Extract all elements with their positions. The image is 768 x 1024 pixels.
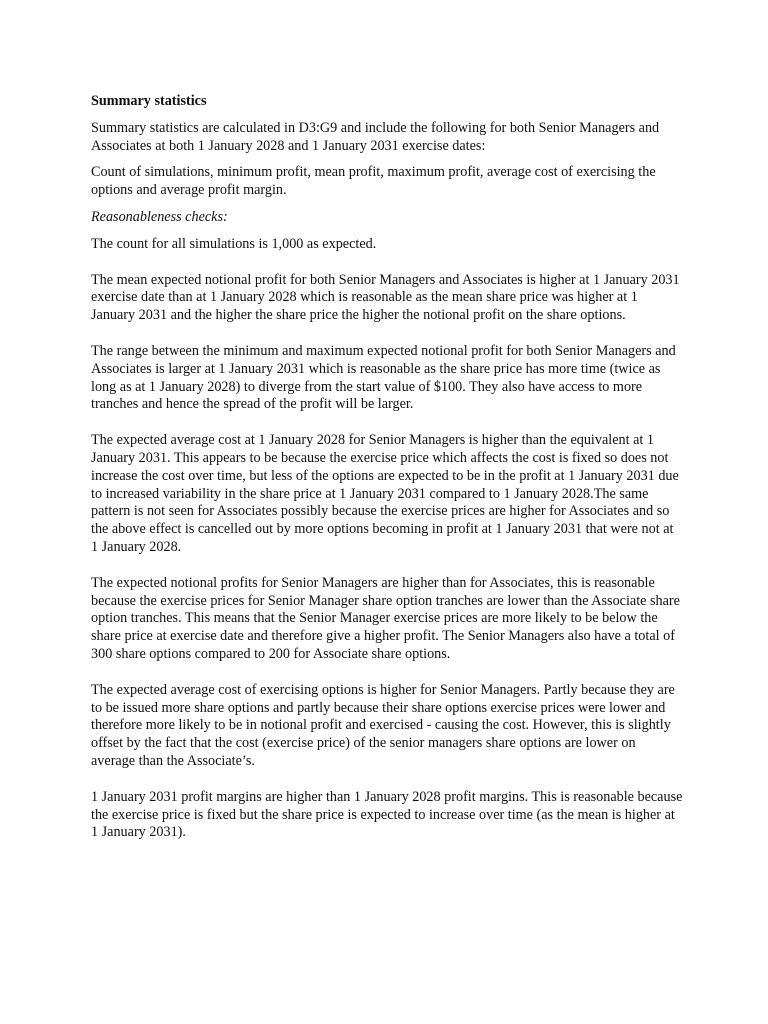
measures-paragraph: Count of simulations, minimum profit, mean profit, maximum profit, average cost of exercising the options and average profit margin. (91, 164, 656, 199)
document-page (91, 93, 683, 842)
section-heading: Summary statistics (91, 93, 207, 109)
check-paragraph-count: The count for all simulations is 1,000 as expected. (91, 235, 377, 252)
check-paragraph-average-cost: The expected average cost at 1 January 2028 for Senior Managers is higher than the equivalent at 1 January 2031. This appears to be because the exercise price which affects the cost is fixed so does not increase the cost over time, but less of the options are expected to be in the profit at 1 January 2031 due to increased variability in the share price at 1 January 2031 compared to 1 January 2028.The same pattern is not seen for Associates possibly because the exercise prices are higher for Associates and so the above effect is cancelled out by more options becoming in profit at 1 January 2031 that were not at 1 January 2028. (91, 432, 679, 555)
check-paragraph-range: The range between the minimum and maximum expected notional profit for both Senior Managers and Associates is larger at 1 January 2031 which is reasonable as the share price has more time (twice as long as at 1 January 2028) to diverge from the start value of $100. They also have access to more tranches and hence the spread of the profit will be larger. (91, 342, 676, 413)
check-paragraph-exercise-cost: The expected average cost of exercising options is higher for Senior Managers. Partly because they are to be issued more share options and partly because their share options exercise prices were lower and therefore more likely to be in notional profit and exercised - causing the cost. However, this is slightly offset by the fact that the cost (exercise price) of the senior managers share options are lower on average than the Associate’s. (91, 681, 675, 769)
intro-paragraph: Summary statistics are calculated in D3:G9 and include the following for both Senior Managers and Associates at both 1 January 2028 and 1 January 2031 exercise dates: (91, 119, 660, 154)
check-paragraph-profit-margins: 1 January 2031 profit margins are higher than 1 January 2028 profit margins. This is reasonable because the exercise price is fixed but the share price is expected to increase over time (as the mean is higher at 1 January 2031). (91, 788, 683, 841)
checks-subheading: Reasonableness checks: (91, 208, 228, 225)
check-paragraph-mean-profit: The mean expected notional profit for both Senior Managers and Associates is higher at 1 January 2031 exercise date than at 1 January 2028 which is reasonable as the mean share price was higher at 1 January 2031 and the higher the share price the higher the notional profit on the share options. (91, 271, 680, 324)
check-paragraph-notional-profits: The expected notional profits for Senior Managers are higher than for Associates, this is reasonable because the exercise prices for Senior Manager share option tranches are lower than the Associate share option tranches. This means that the Senior Manager exercise prices are more likely to be below the share price at exercise date and therefore give a higher profit. The Senior Managers also have a total of 300 share options compared to 200 for Associate share options. (91, 574, 680, 662)
